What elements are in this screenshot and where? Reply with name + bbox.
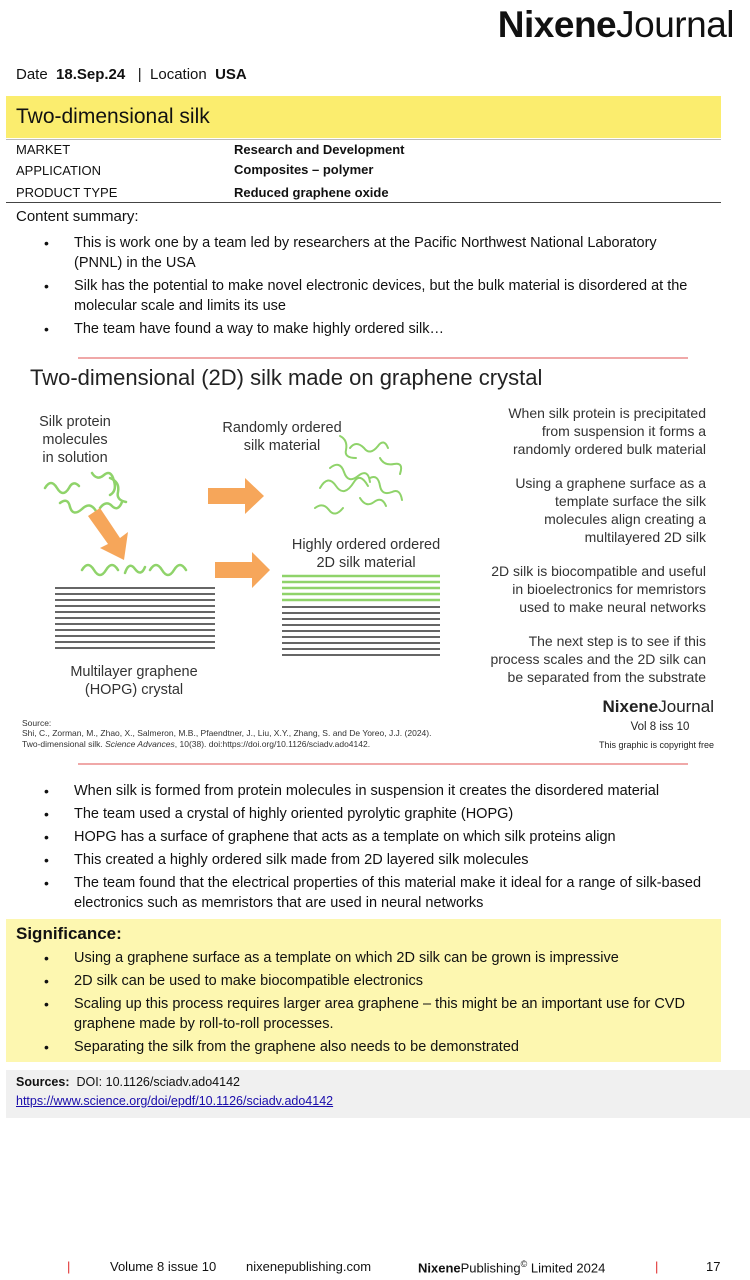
summary-list [16, 233, 706, 342]
footer-pipe-right: | [655, 1259, 659, 1274]
article-title-bar [6, 96, 721, 138]
figure-source-line-1: Shi, C., Zorman, M., Zhao, X., Salmeron, M.B., Pfaendtner, J., Liu, X.Y., Zhang, S. and De Yoreo, J.J. (2024). [22, 728, 432, 738]
random-label-1: Randomly ordered [222, 420, 342, 436]
sources-label: Sources: [16, 1075, 70, 1089]
note-3-line-2: in bioelectronics for memristors [512, 581, 706, 597]
figure-source-line-2: Two-dimensional silk. Science Advances, 10(38). doi:https://doi.org/10.1126/sciadv.ado4142. [22, 739, 371, 749]
list-item: • Using a graphene surface as a template on which 2D silk can be grown is impressive [16, 948, 706, 968]
note-4-line-3: be separated from the substrate [507, 669, 706, 685]
note-3-line-3: used to make neural networks [519, 599, 706, 615]
hopg-label-2: (HOPG) crystal [84, 682, 184, 698]
journal-logo [498, 4, 734, 46]
list-item: • Scaling up this process requires larger area graphene – this might be an important use for CVD graphene made by roll-to-roll processes. [16, 994, 706, 1034]
attr-label-market: MARKET [16, 142, 71, 157]
footer-volume: Volume 8 issue 10 [110, 1259, 217, 1274]
details-list [16, 781, 706, 916]
ordered-label-2: 2D silk material [316, 555, 416, 571]
list-item: • HOPG has a surface of graphene that acts as a template on which silk proteins align [16, 827, 706, 847]
note-1-line-1: When silk protein is precipitated [508, 405, 706, 421]
attr-label-product-type: PRODUCT TYPE [16, 185, 118, 200]
right-arrow-icon [208, 478, 264, 514]
ordered-label-1: Highly ordered ordered [291, 537, 441, 553]
table-bottom-rule [6, 202, 721, 203]
table-top-rule [6, 139, 721, 140]
list-item: • The team found that the electrical properties of this material make it ideal for a range of silk-based electronics such as memristors that are used in neural networks [16, 873, 706, 913]
footer-copyright-sup: © [520, 1259, 528, 1269]
note-2-line-3: molecules align creating a [544, 511, 706, 527]
ordered-graphene-stack [282, 607, 440, 655]
attr-value-market: Research and Development [234, 142, 405, 157]
list-item: • The team used a crystal of highly oriented pyrolytic graphite (HOPG) [16, 804, 706, 824]
infographic [20, 348, 740, 768]
figure-copyright: This graphic is copyright free [598, 740, 714, 750]
attr-value-product-type: Reduced graphene oxide [234, 185, 389, 200]
page-number: 17 [706, 1259, 721, 1274]
sources-doi: DOI: 10.1126/sciadv.ado4142 [76, 1075, 240, 1089]
note-3-line-1: 2D silk is biocompatible and useful [491, 563, 706, 579]
right-arrow-icon [215, 552, 270, 588]
note-2-line-2: template surface the silk [555, 493, 706, 509]
footer-pipe-left: | [67, 1259, 71, 1274]
note-1-line-3: randomly ordered bulk material [513, 441, 706, 457]
footer-publisher [418, 1259, 605, 1275]
date-label: Date [16, 66, 48, 83]
note-2-line-1: Using a graphene surface as a [515, 475, 706, 491]
figure-source-label: Source: [22, 718, 52, 728]
list-item: • The team have found a way to make highly ordered silk… [16, 319, 706, 339]
significance-list [16, 948, 706, 1060]
footer-publisher-tail: Limited 2024 [527, 1260, 606, 1276]
location-label: Location [150, 66, 207, 83]
brand-bold: Nixene [497, 4, 617, 45]
graphene-stack [55, 588, 215, 648]
ordered-silk-layers [282, 576, 440, 600]
summary-label: Content summary: [16, 208, 139, 225]
list-item: • When silk is formed from protein molecules in suspension it creates the disordered material [16, 781, 706, 801]
significance-title: Significance: [16, 924, 122, 943]
date-value: 18.Sep.24 [56, 66, 126, 83]
note-4-line-2: process scales and the 2D silk can [490, 651, 706, 667]
figure-brand: NixeneJournal [602, 697, 714, 716]
sources-link[interactable]: https://www.science.org/doi/epdf/10.1126/sciadv.ado4142 [16, 1094, 334, 1108]
footer-publisher-bold: Nixene [418, 1260, 461, 1276]
figure-title: Two-dimensional (2D) silk made on graphene crystal [30, 365, 543, 390]
silk-protein-label-1: Silk protein [39, 414, 111, 430]
silk-molecules-solution [45, 473, 186, 575]
location-value: USA [215, 66, 247, 83]
note-4-line-1: The next step is to see if this [528, 633, 706, 649]
list-item: • 2D silk can be used to make biocompatible electronics [16, 971, 706, 991]
meta-separator: | [137, 66, 142, 83]
article-title: Two-dimensional silk [16, 105, 210, 128]
infographic-svg [20, 348, 740, 768]
silk-protein-label-3: in solution [42, 450, 108, 466]
footer-site: nixenepublishing.com [246, 1259, 372, 1274]
down-arrow-icon [88, 508, 128, 560]
list-item: • Separating the silk from the graphene also needs to be demonstrated [16, 1037, 706, 1057]
brand-light: Journal [616, 4, 734, 45]
random-silk-tangle [315, 436, 402, 514]
list-item: • This is work one by a team led by researchers at the Pacific Northwest National Laboratory (PNNL) in the USA [16, 233, 706, 273]
note-2-line-4: multilayered 2D silk [584, 529, 706, 545]
meta-line [16, 66, 247, 83]
attr-value-application: Composites – polymer [234, 162, 374, 177]
silk-protein-label-2: molecules [42, 432, 108, 448]
hopg-label-1: Multilayer graphene [70, 664, 198, 680]
attr-label-application: APPLICATION [16, 163, 102, 178]
list-item: • Silk has the potential to make novel electronic devices, but the bulk material is disordered at the molecular scale and limits its use [16, 276, 706, 316]
random-label-2: silk material [243, 438, 321, 454]
footer-publisher-rest: Publishing [460, 1260, 521, 1276]
note-1-line-2: from suspension it forms a [541, 423, 706, 439]
list-item: • This created a highly ordered silk made from 2D layered silk molecules [16, 850, 706, 870]
sources-line [16, 1075, 240, 1089]
figure-volume: Vol 8 iss 10 [630, 721, 690, 733]
